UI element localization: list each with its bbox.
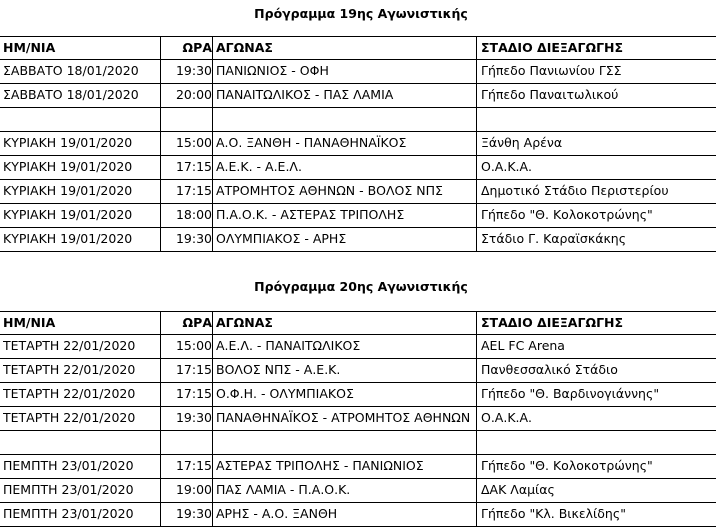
match-teams: Π.Α.Ο.Κ. - ΑΣΤΕΡΑΣ ΤΡΙΠΟΛΗΣ bbox=[216, 207, 405, 222]
match-venue bbox=[481, 430, 716, 454]
match-teams: Α.Ο. ΞΑΝΘΗ - ΠΑΝΑΘΗΝΑΪΚΟΣ bbox=[216, 135, 407, 150]
match-date: ΣΑΒΒΑΤΟ 18/01/2020 bbox=[3, 87, 139, 102]
match-time: 15:00 bbox=[175, 338, 212, 353]
header-match: ΑΓΩΝΑΣ bbox=[216, 315, 273, 330]
table-row bbox=[0, 334, 716, 359]
header-venue: ΣΤΑΔΙΟ ΔΙΕΞΑΓΩΓΗΣ bbox=[481, 40, 624, 55]
match-teams: ΟΛΥΜΠΙΑΚΟΣ - ΑΡΗΣ bbox=[216, 231, 347, 246]
match-date: ΚΥΡΙΑΚΗ 19/01/2020 bbox=[3, 159, 133, 174]
table-row bbox=[0, 83, 716, 108]
match-teams: ΑΣΤΕΡΑΣ ΤΡΙΠΟΛΗΣ - ΠΑΝΙΩΝΙΟΣ bbox=[216, 458, 424, 473]
table-row bbox=[0, 155, 716, 180]
match-time: 17:15 bbox=[175, 183, 212, 198]
match-venue: Ο.Α.Κ.Α. bbox=[481, 159, 533, 174]
match-venue: Γήπεδο "Θ. Κολοκοτρώνης" bbox=[481, 458, 653, 473]
match-date bbox=[3, 430, 160, 454]
match-teams bbox=[216, 107, 476, 131]
header-venue: ΣΤΑΔΙΟ ΔΙΕΞΑΓΩΓΗΣ bbox=[481, 315, 624, 330]
match-teams: ΒΟΛΟΣ ΝΠΣ - Α.Ε.Κ. bbox=[216, 362, 341, 377]
match-teams: ΑΤΡΟΜΗΤΟΣ ΑΘΗΝΩΝ - ΒΟΛΟΣ ΝΠΣ bbox=[216, 183, 443, 198]
match-venue: Δημοτικό Στάδιο Περιστερίου bbox=[481, 183, 669, 198]
match-time: 18:00 bbox=[175, 207, 212, 222]
table-header-row bbox=[0, 312, 716, 335]
table-row bbox=[0, 502, 716, 527]
match-date: ΤΕΤΑΡΤΗ 22/01/2020 bbox=[3, 362, 136, 377]
match-date: ΚΥΡΙΑΚΗ 19/01/2020 bbox=[3, 207, 133, 222]
match-time: 19:30 bbox=[175, 410, 212, 425]
header-time: ΩΡΑ bbox=[182, 315, 212, 330]
match-venue: Γήπεδο "Θ. Βαρδινογιάννης" bbox=[481, 386, 660, 401]
match-venue: Γήπεδο "Θ. Κολοκοτρώνης" bbox=[481, 207, 653, 222]
match-time: 15:00 bbox=[175, 135, 212, 150]
match-date: ΚΥΡΙΑΚΗ 19/01/2020 bbox=[3, 183, 133, 198]
match-venue bbox=[481, 107, 716, 131]
header-time: ΩΡΑ bbox=[182, 40, 212, 55]
spacer-row bbox=[0, 107, 716, 132]
match-teams: ΠΑΣ ΛΑΜΙΑ - Π.Α.Ο.Κ. bbox=[216, 482, 351, 497]
match-date: ΠΕΜΠΤΗ 23/01/2020 bbox=[3, 458, 134, 473]
match-venue: Πανθεσσαλικό Στάδιο bbox=[481, 362, 618, 377]
match-venue: Γήπεδο Παναιτωλικού bbox=[481, 87, 619, 102]
table-row bbox=[0, 59, 716, 84]
match-teams: ΠΑΝΙΩΝΙΟΣ - ΟΦΗ bbox=[216, 63, 329, 78]
match-date: ΤΕΤΑΡΤΗ 22/01/2020 bbox=[3, 386, 136, 401]
table-row bbox=[0, 454, 716, 479]
table-row bbox=[0, 227, 716, 252]
match-time bbox=[160, 107, 212, 131]
match-date: ΚΥΡΙΑΚΗ 19/01/2020 bbox=[3, 231, 133, 246]
table-header-row bbox=[0, 37, 716, 60]
match-date: ΣΑΒΒΑΤΟ 18/01/2020 bbox=[3, 63, 139, 78]
match-time: 17:15 bbox=[175, 458, 212, 473]
header-match: ΑΓΩΝΑΣ bbox=[216, 40, 273, 55]
match-venue: AEL FC Arena bbox=[481, 338, 565, 353]
match-teams: Ο.Φ.Η. - ΟΛΥΜΠΙΑΚΟΣ bbox=[216, 386, 354, 401]
match-time bbox=[160, 430, 212, 454]
match-venue: Ο.Α.Κ.Α. bbox=[481, 410, 533, 425]
match-time: 19:30 bbox=[175, 231, 212, 246]
match-teams bbox=[216, 430, 476, 454]
match-time: 20:00 bbox=[175, 87, 212, 102]
match-venue: Γήπεδο Πανιωνίου ΓΣΣ bbox=[481, 63, 622, 78]
match-date: ΚΥΡΙΑΚΗ 19/01/2020 bbox=[3, 135, 133, 150]
table-row bbox=[0, 478, 716, 503]
match-teams: ΑΡΗΣ - Α.Ο. ΞΑΝΘΗ bbox=[216, 506, 338, 521]
table-row bbox=[0, 203, 716, 228]
match-venue: Γήπεδο "Κλ. Βικελίδης" bbox=[481, 506, 626, 521]
match-teams: ΠΑΝΑΘΗΝΑΪΚΟΣ - ΑΤΡΟΜΗΤΟΣ ΑΘΗΝΩΝ bbox=[216, 410, 471, 425]
match-time: 19:30 bbox=[175, 63, 212, 78]
table-row bbox=[0, 131, 716, 156]
schedule-19-title: Πρόγραμμα 19ης Αγωνιστικής bbox=[254, 6, 468, 21]
schedule-20-title: Πρόγραμμα 20ης Αγωνιστικής bbox=[254, 279, 468, 294]
match-teams: Α.Ε.Κ. - Α.Ε.Λ. bbox=[216, 159, 302, 174]
table-row bbox=[0, 406, 716, 431]
header-date: ΗΜ/ΝΙΑ bbox=[3, 40, 56, 55]
spacer-row bbox=[0, 430, 716, 455]
match-time: 17:15 bbox=[175, 159, 212, 174]
header-date: ΗΜ/ΝΙΑ bbox=[3, 315, 56, 330]
match-venue: Στάδιο Γ. Καραϊσκάκης bbox=[481, 231, 627, 246]
table-row bbox=[0, 358, 716, 383]
table-row bbox=[0, 382, 716, 407]
match-time: 17:15 bbox=[175, 386, 212, 401]
table-row bbox=[0, 179, 716, 204]
match-date: ΤΕΤΑΡΤΗ 22/01/2020 bbox=[3, 338, 136, 353]
match-date bbox=[3, 107, 160, 131]
match-date: ΠΕΜΠΤΗ 23/01/2020 bbox=[3, 506, 134, 521]
match-date: ΠΕΜΠΤΗ 23/01/2020 bbox=[3, 482, 134, 497]
match-date: ΤΕΤΑΡΤΗ 22/01/2020 bbox=[3, 410, 136, 425]
match-time: 19:30 bbox=[175, 506, 212, 521]
match-teams: ΠΑΝΑΙΤΩΛΙΚΟΣ - ΠΑΣ ΛΑΜΙΑ bbox=[216, 87, 394, 102]
match-time: 17:15 bbox=[175, 362, 212, 377]
match-venue: ΔΑΚ Λαμίας bbox=[481, 482, 555, 497]
match-venue: Ξάνθη Αρένα bbox=[481, 135, 563, 150]
match-teams: Α.Ε.Λ. - ΠΑΝΑΙΤΩΛΙΚΟΣ bbox=[216, 338, 361, 353]
match-time: 19:00 bbox=[175, 482, 212, 497]
